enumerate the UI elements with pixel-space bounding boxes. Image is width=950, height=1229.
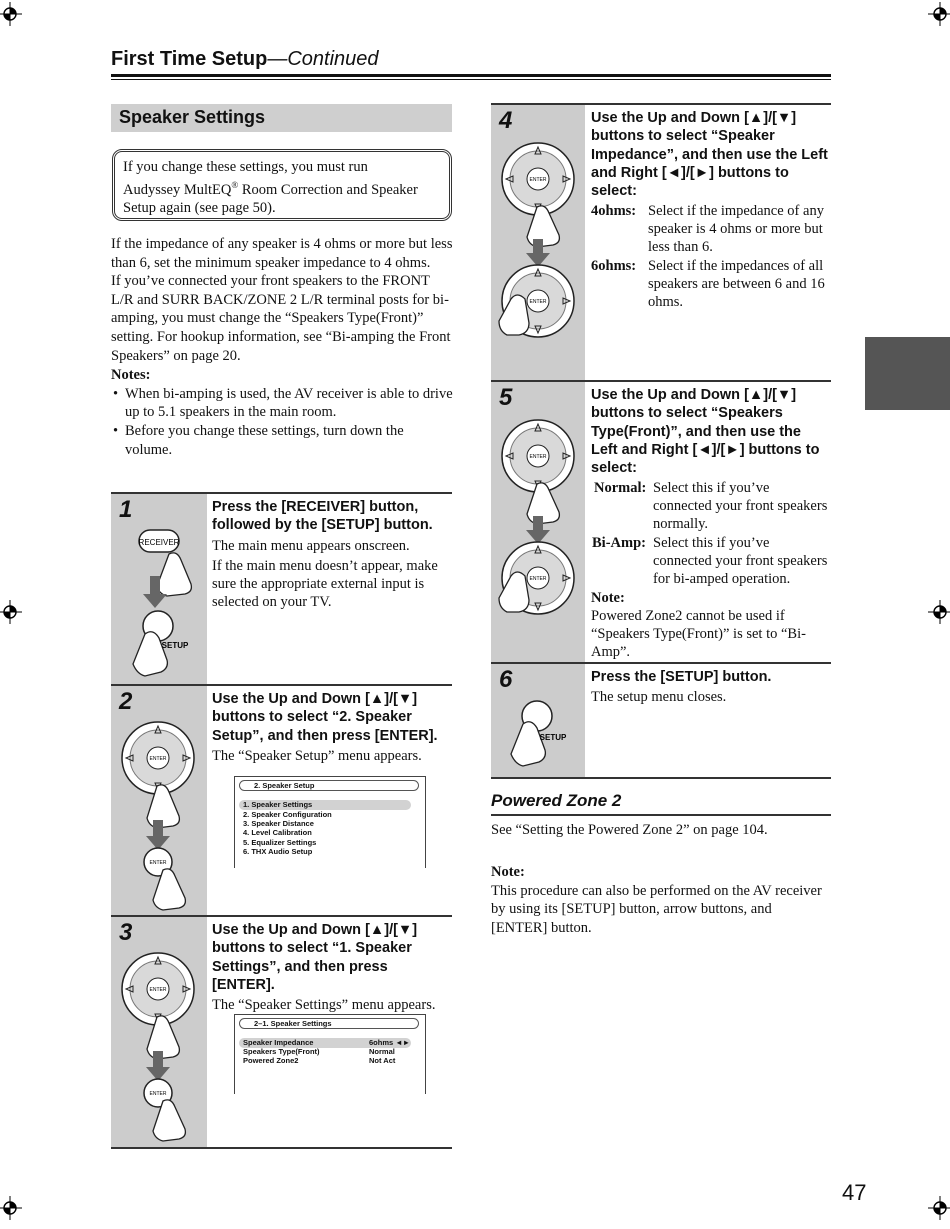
menu-row: Speakers Type(Front) Normal bbox=[243, 1047, 395, 1056]
receiver-setup-buttons-illustration bbox=[117, 524, 207, 684]
page-number: 47 bbox=[842, 1180, 867, 1205]
step-3 bbox=[111, 915, 452, 1148]
note-text: Powered Zone2 cannot be used if “Speakers Type(Front)” is set to “Bi-Amp”. bbox=[591, 608, 806, 661]
registration-mark-icon bbox=[0, 600, 22, 624]
option-bi-amp: Bi-Amp: Select this if you’ve connected your front speakers for bi-amped operation. bbox=[592, 535, 828, 588]
step-body: The setup menu closes. bbox=[591, 689, 727, 706]
menu-row-selected: Speaker Impedance 6ohms ◄► bbox=[239, 1038, 411, 1048]
menu-title: 2. Speaker Setup bbox=[239, 780, 419, 791]
option-4ohms: 4ohms: Select if the impedance of any speaker is 4 ohms or more but less than 6. bbox=[591, 203, 824, 256]
registration-mark-icon bbox=[0, 2, 22, 26]
registration-mark-icon bbox=[928, 2, 950, 26]
step-5 bbox=[491, 380, 831, 662]
svg-text:ENTER: ENTER bbox=[529, 576, 547, 582]
notes-heading: Notes: bbox=[111, 367, 151, 384]
note-heading: Note: bbox=[491, 864, 525, 880]
powered-zone-text: See “Setting the Powered Zone 2” on page 104. bbox=[491, 822, 768, 838]
section-title: Speaker Settings bbox=[119, 107, 266, 127]
menu-item: 3. Speaker Distance bbox=[243, 819, 314, 828]
menu-item: 2. Speaker Configuration bbox=[243, 810, 332, 819]
step-heading: Use the Up and Down [▲]/[▼] buttons to select “Speakers Type(Front)”, and then use the Left and Right [◄]/[►] buttons to select: bbox=[591, 387, 820, 477]
option-normal: Normal: Select this if you’ve connected your front speakers normally. bbox=[594, 480, 828, 533]
step-body: The “Speaker Settings” menu appears. bbox=[212, 997, 436, 1014]
registration-mark-icon bbox=[0, 1196, 22, 1220]
menu-item-selected: 1. Speaker Settings bbox=[239, 800, 411, 810]
svg-text:ENTER: ENTER bbox=[149, 987, 167, 993]
powered-zone-note bbox=[491, 863, 831, 937]
svg-text:ENTER: ENTER bbox=[149, 860, 167, 866]
menu-item: 6. THX Audio Setup bbox=[243, 847, 313, 856]
dpad-enter-illustration bbox=[117, 947, 207, 1147]
option-6ohms: 6ohms: Select if the impedances of all speakers are between 6 and 16 ohms. bbox=[591, 258, 825, 311]
note-item: • When bi-amping is used, the AV receiver is able to drive up to 5.1 speakers in the main room. bbox=[111, 385, 453, 422]
registration-mark-icon bbox=[928, 1196, 950, 1220]
step-bottom-rule bbox=[111, 1147, 452, 1149]
intro-paragraph: If you’ve connected your front speakers to the FRONT L/R and SURR BACK/ZONE 2 L/R terminal posts for bi-amping, you must change the “Speakers Type(Front)” setting. For hookup information, see “Bi-amping the Front Speakers” on page 20. bbox=[111, 273, 451, 364]
step-number: 5 bbox=[499, 384, 513, 411]
step-number: 4 bbox=[499, 107, 513, 134]
step-number: 3 bbox=[119, 919, 133, 946]
svg-text:ENTER: ENTER bbox=[149, 756, 167, 762]
step-4 bbox=[491, 103, 831, 380]
step-heading: Use the Up and Down [▲]/[▼] buttons to select “2. Speaker Setup”, and then press [ENTER]. bbox=[212, 691, 438, 744]
step-heading: Use the Up and Down [▲]/[▼] buttons to select “Speaker Impedance”, and then use the Left and Right [◄]/[►] buttons to select: bbox=[591, 110, 828, 200]
step-heading: Press the [SETUP] button. bbox=[591, 669, 772, 685]
step-6 bbox=[491, 662, 831, 778]
menu-item: 4. Level Calibration bbox=[243, 828, 312, 837]
note-text: This procedure can also be performed on the AV receiver by using its [SETUP] button, arrow buttons, and [ENTER] button. bbox=[491, 882, 822, 936]
step-number: 6 bbox=[499, 666, 513, 693]
svg-text:SETUP: SETUP bbox=[539, 733, 567, 742]
page-header-title: First Time Setup—Continued bbox=[111, 48, 379, 70]
svg-text:SETUP: SETUP bbox=[161, 641, 189, 650]
step-heading: Press the [RECEIVER] button, followed by the [SETUP] button. bbox=[212, 499, 433, 534]
header-rule-thin bbox=[111, 79, 831, 80]
step-body: The main menu appears onscreen. bbox=[212, 537, 410, 554]
setup-button-illustration bbox=[497, 694, 587, 778]
speaker-settings-menu bbox=[234, 1014, 426, 1094]
dpad-enter-illustration bbox=[117, 716, 207, 916]
dpad-illustration bbox=[497, 139, 587, 349]
header-rule bbox=[111, 74, 831, 77]
note-heading: Note: bbox=[591, 590, 625, 607]
powered-zone-title: Powered Zone 2 bbox=[491, 791, 622, 810]
notice-box: If you change these settings, you must run Audyssey MultEQ® Room Correction and Speaker Setup again (see page 50). bbox=[112, 149, 452, 221]
intro-paragraph: If the impedance of any speaker is 4 ohms or more but less than 6, set the minimum speaker impedance to 4 ohms. bbox=[111, 236, 453, 271]
step-number: 1 bbox=[119, 496, 133, 523]
step-body: If the main menu doesn’t appear, make sure the appropriate external input is selected on your TV. bbox=[212, 557, 438, 610]
step-heading: Use the Up and Down [▲]/[▼] buttons to select “1. Speaker Settings”, and then press [ENTER]. bbox=[212, 922, 418, 993]
chapter-tab bbox=[865, 337, 950, 410]
step-1 bbox=[111, 492, 452, 684]
menu-title: 2–1. Speaker Settings bbox=[239, 1018, 419, 1029]
svg-text:ENTER: ENTER bbox=[529, 299, 547, 305]
step-body: The “Speaker Setup” menu appears. bbox=[212, 747, 422, 764]
section-title-bar bbox=[111, 104, 452, 132]
speaker-setup-menu bbox=[234, 776, 426, 868]
step-bottom-rule bbox=[491, 777, 831, 779]
intro-text bbox=[111, 235, 453, 459]
registration-mark-icon bbox=[928, 600, 950, 624]
note-item: • Before you change these settings, turn down the volume. bbox=[111, 422, 453, 459]
menu-row: Powered Zone2 Not Act bbox=[243, 1056, 396, 1065]
step-2 bbox=[111, 684, 452, 915]
svg-text:ENTER: ENTER bbox=[529, 177, 547, 183]
powered-zone-rule bbox=[491, 814, 831, 816]
menu-item: 5. Equalizer Settings bbox=[243, 838, 317, 847]
svg-text:ENTER: ENTER bbox=[529, 454, 547, 460]
step-number: 2 bbox=[119, 688, 133, 715]
svg-text:RECEIVER: RECEIVER bbox=[138, 538, 180, 547]
dpad-illustration bbox=[497, 418, 587, 638]
svg-text:ENTER: ENTER bbox=[149, 1091, 167, 1097]
